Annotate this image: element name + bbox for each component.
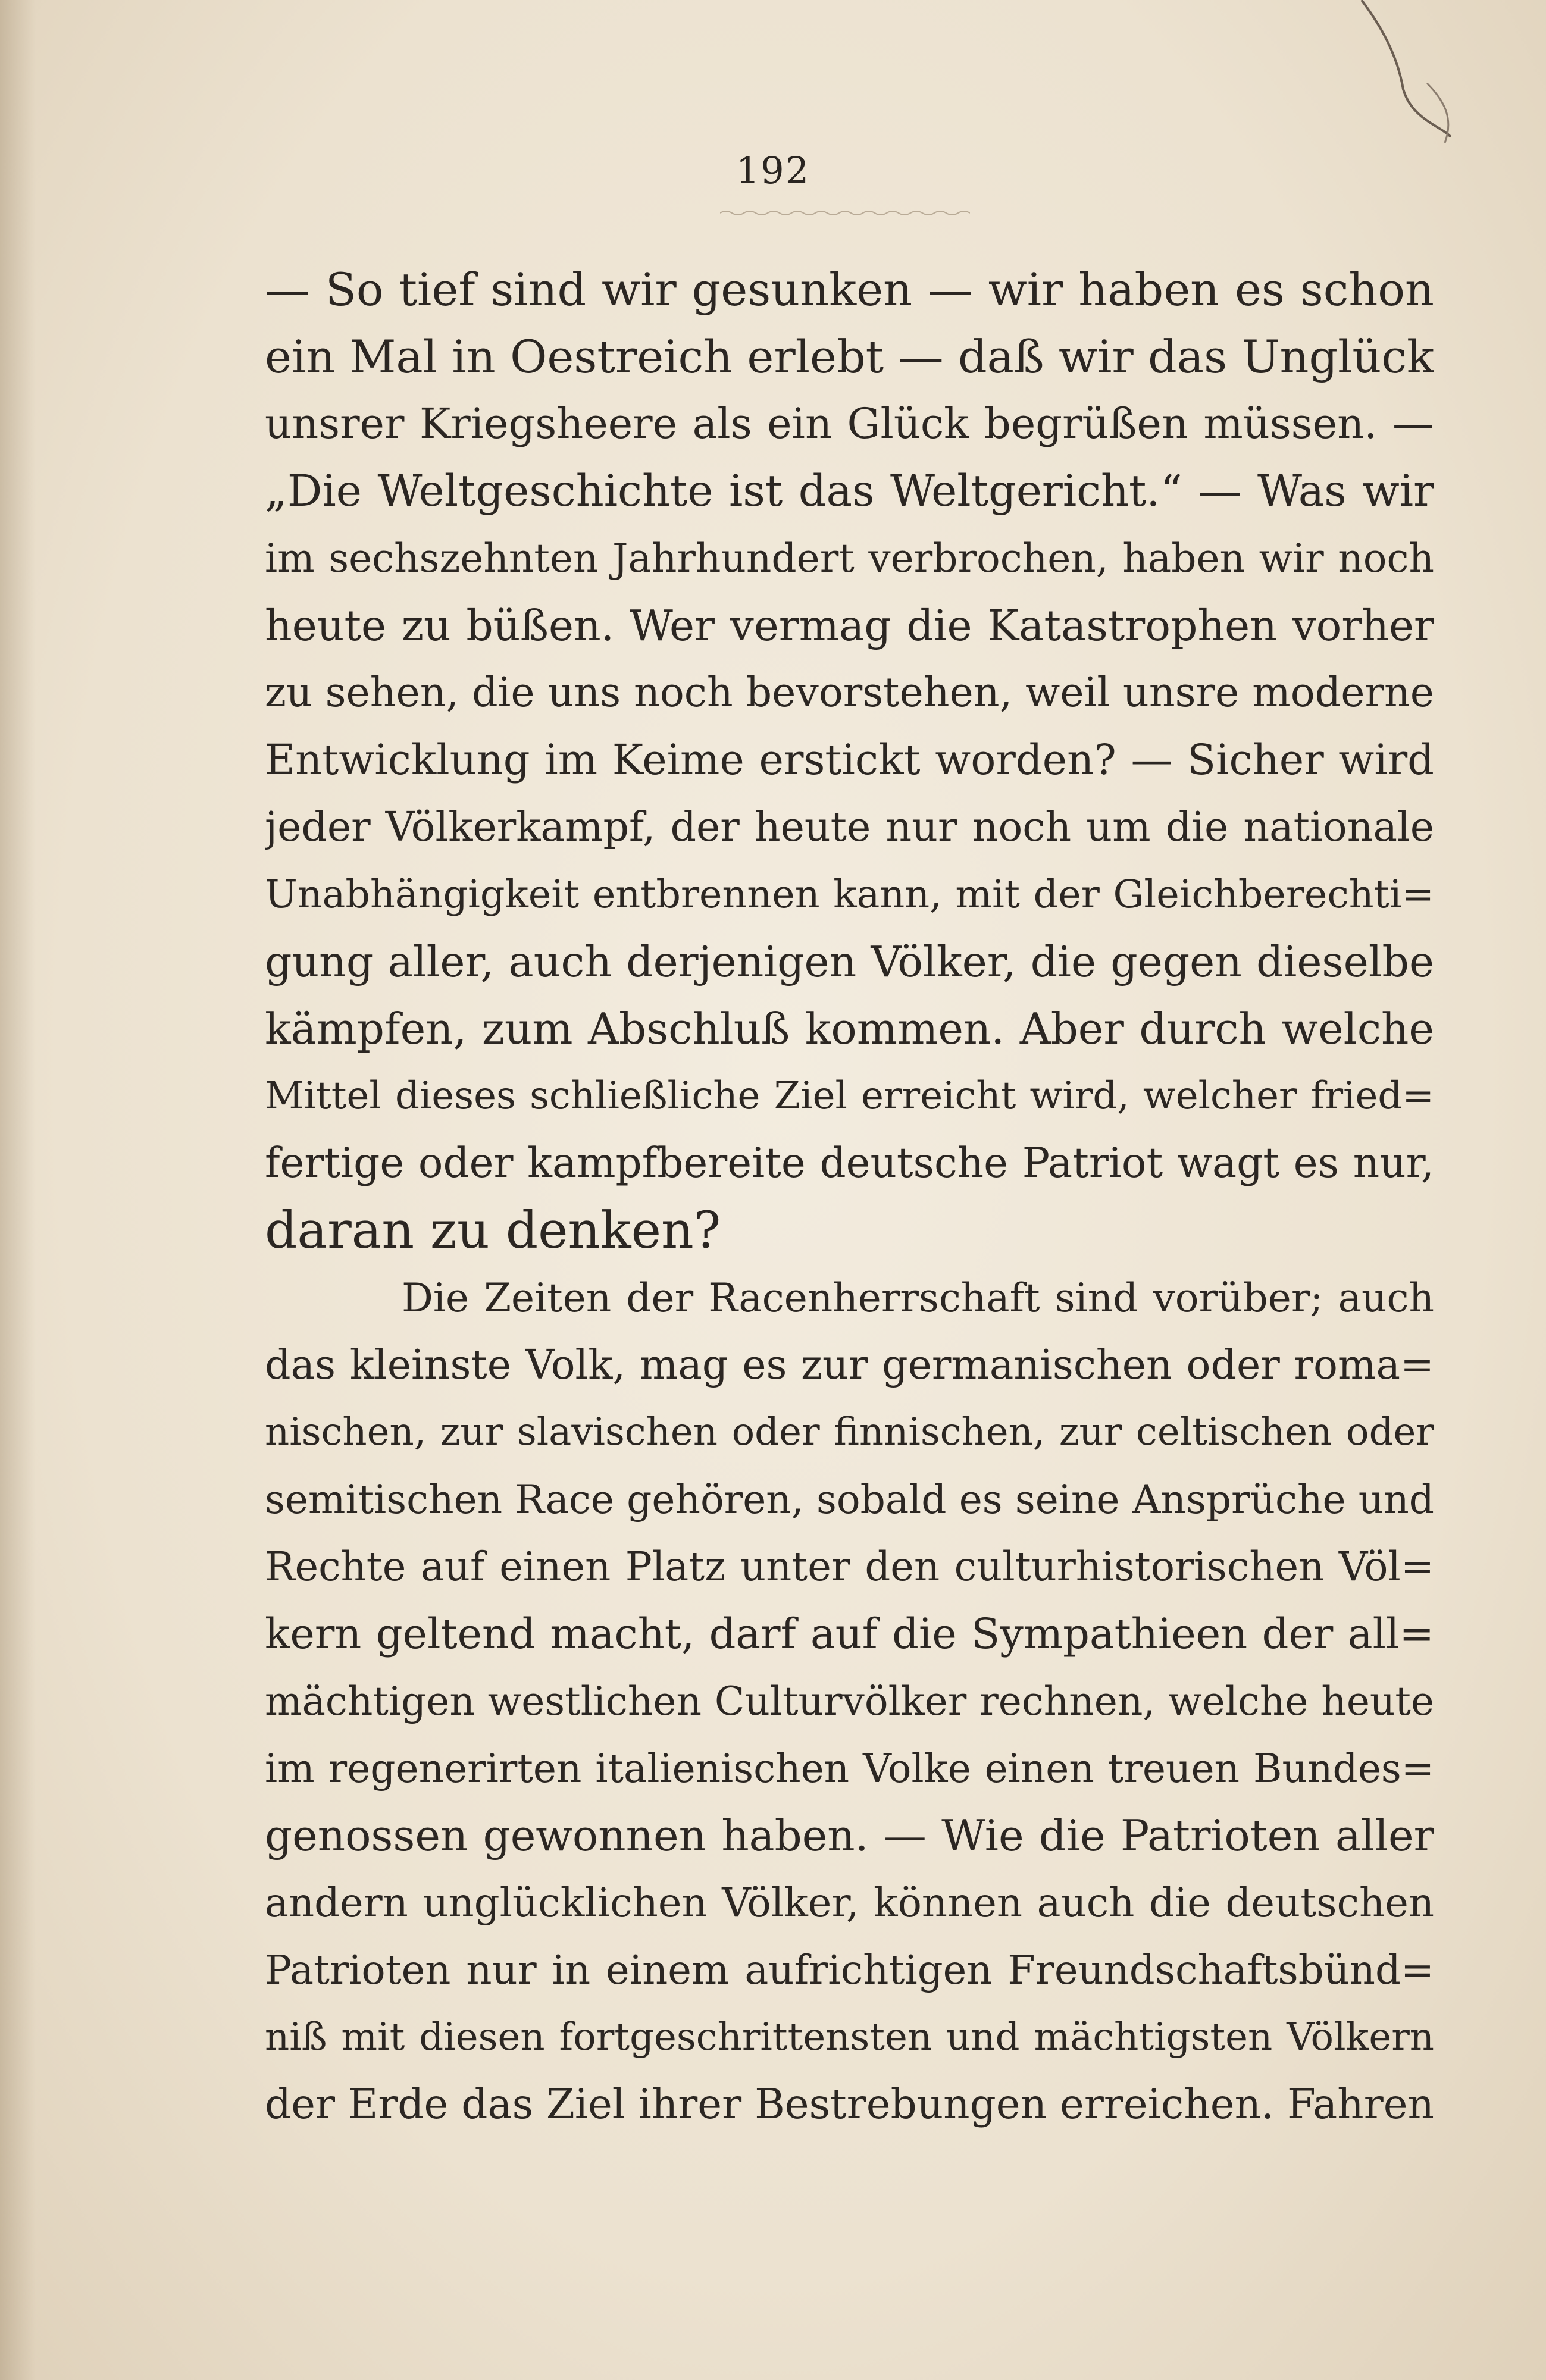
text-line: Mittel dieses schließliche Ziel erreicht wird, welcher fried= xyxy=(265,1074,1434,1118)
text-line: Entwicklung im Keime erstickt worden? — Sicher wird xyxy=(265,735,1434,784)
text-line: kern geltend macht, darf auf die Sympathieen der all= xyxy=(265,1609,1434,1658)
text-line: das kleinste Volk, mag es zur germanischen oder roma= xyxy=(265,1342,1434,1389)
text-line: Unabhängigkeit entbrennen kann, mit der Gleichberechti= xyxy=(265,872,1434,917)
text-line: heute zu büßen. Wer vermag die Katastrophen vorher xyxy=(265,601,1434,650)
text-line: niß mit diesen fortgeschrittensten und mächtigsten Völkern xyxy=(265,2015,1434,2059)
text-line: im sechszehnten Jahrhundert verbrochen, haben wir noch xyxy=(265,536,1434,581)
text-line: jeder Völkerkampf, der heute nur noch um die nationale xyxy=(265,804,1434,851)
page-edge-shadow xyxy=(0,0,36,2380)
text-line: genossen gewonnen haben. — Wie die Patrioten aller xyxy=(265,1811,1434,1861)
corner-pencil-mark-icon xyxy=(1356,0,1457,167)
text-line: daran zu denken? xyxy=(265,1201,721,1260)
header-rule xyxy=(720,208,970,217)
text-line: — So tief sind wir gesunken — wir haben es schon xyxy=(265,263,1434,316)
text-line: im regenerirten italienischen Volke einen treuen Bundes= xyxy=(265,1746,1434,1792)
page-text xyxy=(265,256,1434,2138)
page-number: 192 xyxy=(736,149,810,192)
text-line: mächtigen westlichen Culturvölker rechnen, welche heute xyxy=(265,1678,1434,1724)
text-line: gung aller, auch derjenigen Völker, die gegen dieselbe xyxy=(265,937,1434,987)
text-line: der Erde das Ziel ihrer Bestrebungen erreichen. Fahren xyxy=(265,2081,1434,2128)
text-line: nischen, zur slavischen oder finnischen, zur celtischen oder xyxy=(265,1410,1434,1454)
text-line: andern unglücklichen Völker, können auch die deutschen xyxy=(265,1880,1434,1926)
text-line: Die Zeiten der Racenherrschaft sind vorüber; auch xyxy=(402,1275,1434,1321)
text-line: „Die Weltgeschichte ist das Weltgericht.“ — Was wir xyxy=(265,466,1434,516)
text-line: Rechte auf einen Platz unter den culturhistorischen Völ= xyxy=(265,1543,1434,1590)
text-line: semitischen Race gehören, sobald es seine Ansprüche und xyxy=(265,1477,1434,1523)
text-line: kämpfen, zum Abschluß kommen. Aber durch welche xyxy=(265,1004,1434,1054)
text-line: ein Mal in Oestreich erlebt — daß wir das Unglück xyxy=(265,330,1434,383)
text-line: zu sehen, die uns noch bevorstehen, weil unsre moderne xyxy=(265,669,1434,716)
text-line: Patrioten nur in einem aufrichtigen Freundschaftsbünd= xyxy=(265,1947,1434,1993)
text-line: fertige oder kampfbereite deutsche Patriot wagt es nur, xyxy=(265,1139,1434,1187)
text-line: unsrer Kriegsheere als ein Glück begrüßen müssen. — xyxy=(265,399,1434,448)
